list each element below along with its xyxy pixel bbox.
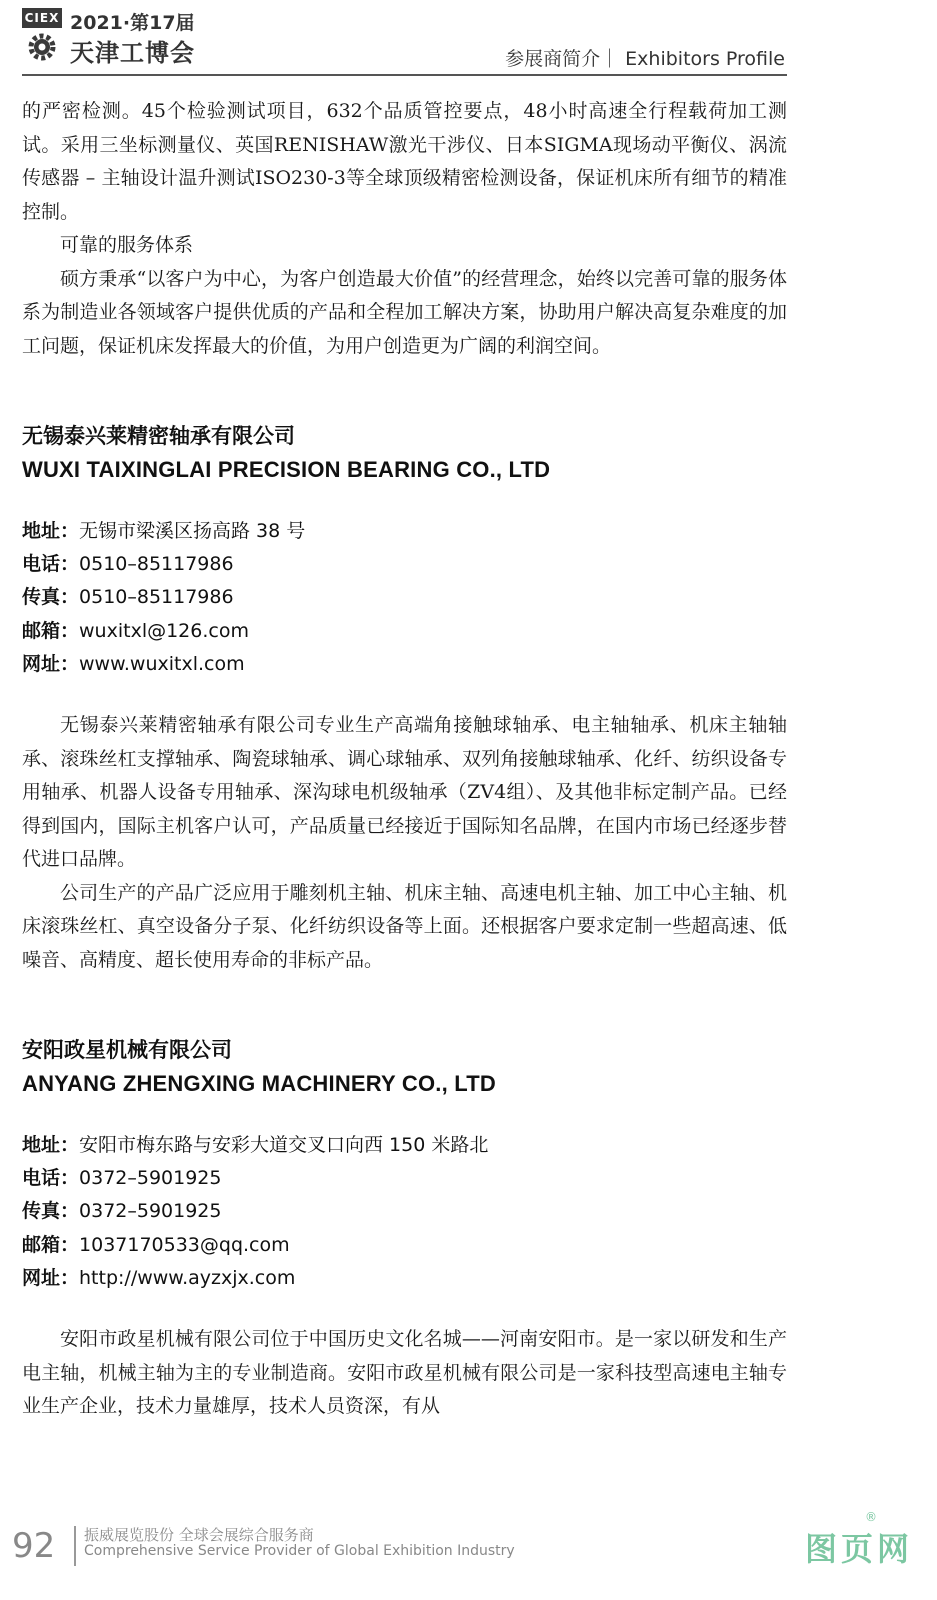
page-content bbox=[22, 95, 787, 1424]
company-1-fax bbox=[22, 581, 787, 614]
spacer bbox=[22, 977, 787, 1033]
company-2-address bbox=[22, 1129, 787, 1162]
company-1-website bbox=[22, 648, 787, 681]
company-2-fax bbox=[22, 1195, 787, 1228]
company-1-section bbox=[22, 419, 787, 977]
intro-subheading: 可靠的服务体系 bbox=[60, 234, 194, 256]
spacer bbox=[22, 363, 787, 419]
company-2-phone bbox=[22, 1162, 787, 1195]
website-value: www.wuxitxl.com bbox=[79, 652, 245, 675]
spacer bbox=[22, 1101, 787, 1129]
fax-value: 0372–5901925 bbox=[79, 1200, 222, 1223]
company-1-phone bbox=[22, 548, 787, 581]
section-title: 参展商简介｜ Exhibitors Profile bbox=[505, 48, 785, 70]
spacer bbox=[22, 1295, 787, 1323]
page-footer bbox=[0, 1510, 937, 1600]
phone-value: 0510–85117986 bbox=[79, 553, 234, 576]
page-number: 92 bbox=[12, 1526, 56, 1566]
intro-paragraph-1: 的严密检测。45个检验测试项目，632个品质管控要点，48小时高速全行程载荷加工测试。采用三坐标测量仪、英国RENISHAW激光干涉仪、日本SIGMA现场动平衡仪、涡流传感器 – 主轴设计温升测试ISO230-3等全球顶级精密检测设备，保证机床所有细节的精准控制。 bbox=[22, 100, 787, 223]
gear-icon bbox=[26, 31, 58, 63]
email-value: wuxitxl@126.com bbox=[79, 619, 249, 642]
company-2-name-en: ANYANG ZHENGXING MACHINERY CO., LTD bbox=[22, 1071, 496, 1097]
spacer bbox=[22, 681, 787, 709]
fax-value: 0510–85117986 bbox=[79, 586, 234, 609]
company-2-section bbox=[22, 1033, 787, 1424]
phone-label: 电话： bbox=[22, 553, 80, 576]
company-2-paragraph-1: 安阳市政星机械有限公司位于中国历史文化名城——河南安阳市。是一家以研发和生产电主轴，机械主轴为主的专业制造商。安阳市政星机械有限公司是一家科技型高速电主轴专业生产企业，技术力量雄厚，技术人员资深，有从 bbox=[22, 1328, 787, 1418]
address-label: 地址： bbox=[22, 520, 80, 542]
footer-company-cn: 振威展览股份 全球会展综合服务商 bbox=[84, 1526, 314, 1544]
company-1-email bbox=[22, 615, 787, 648]
intro-paragraph-2: 硕方秉承“以客户为中心，为客户创造最大价值”的经营理念，始终以完善可靠的服务体系为制造业各领域客户提供优质的产品和全程加工解决方案，协助用户解决高复杂难度的加工问题，保证机床发挥最大的价值，为用户创造更为广阔的利润空间。 bbox=[22, 267, 787, 357]
footer-company-en: Comprehensive Service Provider of Global Exhibition Industry bbox=[84, 1543, 515, 1559]
ciex-logo bbox=[22, 8, 66, 62]
spacer bbox=[22, 487, 787, 515]
fax-label: 传真： bbox=[22, 586, 80, 609]
phone-value: 0372–5901925 bbox=[79, 1167, 222, 1190]
company-2-website bbox=[22, 1262, 787, 1295]
phone-label: 电话： bbox=[22, 1167, 80, 1190]
footer-divider bbox=[74, 1526, 76, 1566]
watermark-logo: 图页网 bbox=[804, 1530, 913, 1568]
company-1-paragraph-1: 无锡泰兴莱精密轴承有限公司专业生产高端角接触球轴承、电主轴轴承、机床主轴轴承、滚珠丝杠支撑轴承、陶瓷球轴承、调心球轴承、双列角接触球轴承、化纤、纺织设备专用轴承、机器人设备专用轴承、深沟球电机级轴承（ZV4组）、及其他非标定制产品。已经得到国内，国际主机客户认可，产品质量已经接近于国际知名品牌，在国内市场已经逐步替代进口品牌。 bbox=[22, 714, 787, 871]
company-1-address bbox=[22, 515, 787, 548]
logo-badge: CIEX bbox=[22, 8, 62, 28]
website-label: 网址： bbox=[22, 1266, 80, 1289]
company-1-name-cn: 无锡泰兴莱精密轴承有限公司 bbox=[22, 424, 295, 448]
fax-label: 传真： bbox=[22, 1200, 80, 1223]
fair-name: 天津工博会 bbox=[70, 39, 195, 67]
website-value: http://www.ayzxjx.com bbox=[79, 1266, 296, 1289]
address-value: 无锡市梁溪区扬高路 38 号 bbox=[79, 520, 306, 542]
email-label: 邮箱： bbox=[22, 619, 80, 642]
header-divider bbox=[22, 74, 787, 76]
page-header bbox=[0, 0, 937, 78]
address-label: 地址： bbox=[22, 1134, 80, 1157]
company-2-name-cn: 安阳政星机械有限公司 bbox=[22, 1038, 232, 1063]
company-1-name-en: WUXI TAIXINGLAI PRECISION BEARING CO., LTD bbox=[22, 457, 551, 482]
watermark-registered-mark: ® bbox=[865, 1510, 877, 1524]
company-1-paragraph-2: 公司生产的产品广泛应用于雕刻机主轴、机床主轴、高速电机主轴、加工中心主轴、机床滚珠丝杠、真空设备分子泵、化纤纺织设备等上面。还根据客户要求定制一些超高速、低噪音、高精度、超长使用寿命的非标产品。 bbox=[22, 881, 787, 971]
edition-label: 2021·第17届 bbox=[70, 12, 195, 34]
email-value: 1037170533@qq.com bbox=[79, 1233, 290, 1256]
website-label: 网址： bbox=[22, 652, 80, 675]
company-2-email bbox=[22, 1229, 787, 1262]
address-value: 安阳市梅东路与安彩大道交叉口向西 150 米路北 bbox=[79, 1134, 489, 1157]
email-label: 邮箱： bbox=[22, 1233, 80, 1256]
